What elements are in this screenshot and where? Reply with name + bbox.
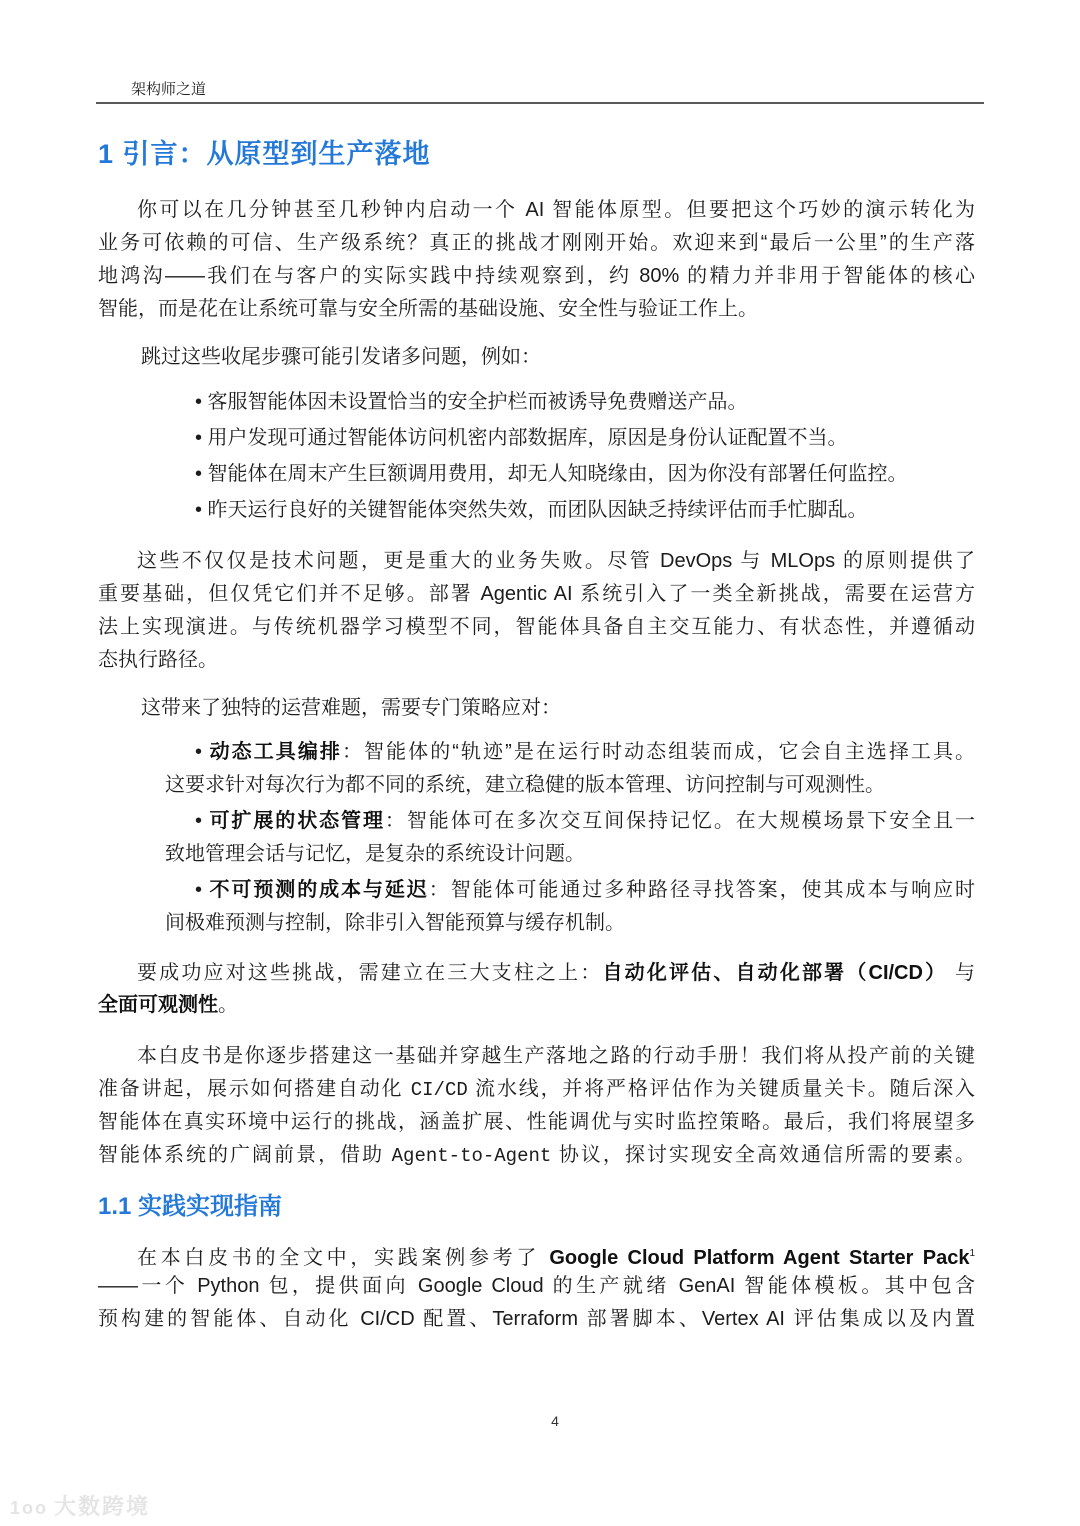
text-run: 地鸿沟——我们在与客户的实际实践中持续观察到，约 80% 的精力并非用于智能体的核心 xyxy=(98,265,975,287)
paragraph-line xyxy=(98,644,975,677)
text-run: 在本白皮书的全文中，实践案例参考了 xyxy=(137,1247,550,1269)
text-run: 智能体在真实环境中运行的挑战，涵盖扩展、性能调优与实时监控策略。最后，我们将展望多 xyxy=(98,1111,975,1133)
paragraph-line xyxy=(98,293,975,326)
paragraph-line xyxy=(98,989,975,1022)
list-item-line xyxy=(195,874,975,907)
bold-term: 自动化评估、自动化部署（CI/CD） xyxy=(602,962,948,984)
text-run: 智能体系统的广阔前景，借助 xyxy=(98,1144,392,1166)
bold-term: 不可预测的成本与延迟 xyxy=(209,879,429,901)
text-run: 你可以在几分钟甚至几秒钟内启动一个 AI 智能体原型。但要把这个巧妙的演示转化为 xyxy=(137,199,975,221)
list-item-line xyxy=(195,494,868,527)
text-run: 流水线，并将严格评估作为关键质量关卡。随后深入 xyxy=(467,1078,975,1100)
bold-term: 动态工具编排 xyxy=(209,741,342,763)
paragraph-line xyxy=(137,545,975,578)
text-run: • xyxy=(195,879,210,901)
text-run: ：智能体可在多次交互间保持记忆。在大规模场景下安全且一 xyxy=(384,810,976,832)
text-run: CI/CD xyxy=(410,1079,468,1101)
text-run: 业务可依赖的可信、生产级系统？真正的挑战才刚刚开始。欢迎来到“最后一公里”的生产落 xyxy=(98,232,975,254)
section-heading: 1 引言：从原型到生产落地 xyxy=(98,139,431,169)
text-run: 重要基础，但仅凭它们并不足够。部署 Agentic AI 系统引入了一类全新挑战，需要在运营方 xyxy=(98,583,975,605)
bold-term: Google Cloud Platform Agent Starter Pack xyxy=(549,1247,970,1269)
paragraph-line xyxy=(98,578,975,611)
paragraph-line xyxy=(98,1073,975,1106)
paragraph-line xyxy=(141,692,975,725)
text-run: ——一个 Python 包，提供面向 Google Cloud 的生产就绪 GenAI 智能体模板。其中包含 xyxy=(98,1275,975,1297)
list-item-line xyxy=(195,736,975,769)
text-run: • xyxy=(195,741,210,763)
text-run: 这要求针对每次行为都不同的系统，建立稳健的版本管理、访问控制与可观测性。 xyxy=(165,774,885,796)
text-run: 法上实现演进。与传统机器学习模型不同，智能体具备自主交互能力、有状态性，并遵循动 xyxy=(98,616,975,638)
watermark-text: 大数跨境 xyxy=(54,1494,151,1519)
text-run: 这些不仅仅是技术问题，更是重大的业务失败。尽管 DevOps 与 MLOps 的原则提供了 xyxy=(137,550,975,572)
bold-term: 可扩展的状态管理 xyxy=(209,810,385,832)
subsection-heading: 1.1 实践实现指南 xyxy=(98,1193,283,1220)
paragraph-line xyxy=(98,260,975,293)
list-item-line xyxy=(165,769,975,802)
text-run: • 用户发现可通过智能体访问机密内部数据库，原因是身份认证配置不当。 xyxy=(195,427,848,449)
paragraph-line xyxy=(98,611,975,644)
running-header-title: 架构师之道 xyxy=(131,81,207,98)
paragraph-line xyxy=(98,1106,975,1139)
paragraph-line xyxy=(98,1303,975,1336)
list-item-line xyxy=(195,386,748,419)
text-run: • 智能体在周末产生巨额调用费用，却无人知晓缘由，因为你没有部署任何监控。 xyxy=(195,463,908,485)
text-run: 预构建的智能体、自动化 CI/CD 配置、Terraform 部署脚本、Vertex AI 评估集成以及内置 xyxy=(98,1308,975,1330)
text-run: • 昨天运行良好的关键智能体突然失效，而团队因缺乏持续评估而手忙脚乱。 xyxy=(195,499,868,521)
watermark-logo-icon: 1oo xyxy=(10,1498,49,1518)
text-run: 与 xyxy=(947,962,976,984)
text-run: 致地管理会话与记忆，是复杂的系统设计问题。 xyxy=(165,843,585,865)
paragraph-line xyxy=(141,341,975,374)
list-item-line xyxy=(195,422,848,455)
text-run: 协议，探讨实现安全高效通信所需的要素。 xyxy=(551,1144,975,1166)
list-item-line xyxy=(165,838,975,871)
text-run: 间极难预测与控制，除非引入智能预算与缓存机制。 xyxy=(165,912,625,934)
text-run: 智能，而是花在让系统可靠与安全所需的基础设施、安全性与验证工作上。 xyxy=(98,298,758,320)
text-run: 跳过这些收尾步骤可能引发诸多问题，例如： xyxy=(141,346,541,368)
watermark xyxy=(10,1490,150,1521)
text-run: 本白皮书是你逐步搭建这一基础并穿越生产落地之路的行动手册！我们将从投产前的关键 xyxy=(137,1045,975,1067)
list-item-line xyxy=(165,907,975,940)
bold-term: 全面可观测性 xyxy=(98,994,218,1016)
paragraph-line xyxy=(98,1139,975,1172)
paragraph-line xyxy=(137,194,975,227)
paragraph-line xyxy=(137,1040,975,1073)
text-run: ：智能体的“轨迹”是在运行时动态组装而成，它会自主选择工具。 xyxy=(341,741,976,763)
text-run: • xyxy=(195,810,210,832)
header-divider xyxy=(96,102,984,104)
text-run: 这带来了独特的运营难题，需要专门策略应对： xyxy=(141,697,561,719)
text-run: 。 xyxy=(218,994,238,1016)
text-run: ：智能体可能通过多种路径寻找答案，使其成本与响应时 xyxy=(428,879,976,901)
paragraph-line xyxy=(137,957,975,990)
list-item-line xyxy=(195,458,908,491)
paragraph-line xyxy=(137,1237,975,1270)
text-run: • 客服智能体因未设置恰当的安全护栏而被诱导免费赠送产品。 xyxy=(195,391,748,413)
text-run: 要成功应对这些挑战，需建立在三大支柱之上： xyxy=(137,962,603,984)
paragraph-line xyxy=(98,227,975,260)
footnote-marker[interactable]: 1 xyxy=(969,1248,975,1259)
text-run: 态执行路径。 xyxy=(98,649,218,671)
text-run: Agent-to-Agent xyxy=(391,1145,552,1167)
list-item-line xyxy=(195,805,975,838)
page-number: 4 xyxy=(551,1413,559,1429)
paragraph-line xyxy=(98,1270,975,1303)
text-run: 准备讲起，展示如何搭建自动化 xyxy=(98,1078,411,1100)
